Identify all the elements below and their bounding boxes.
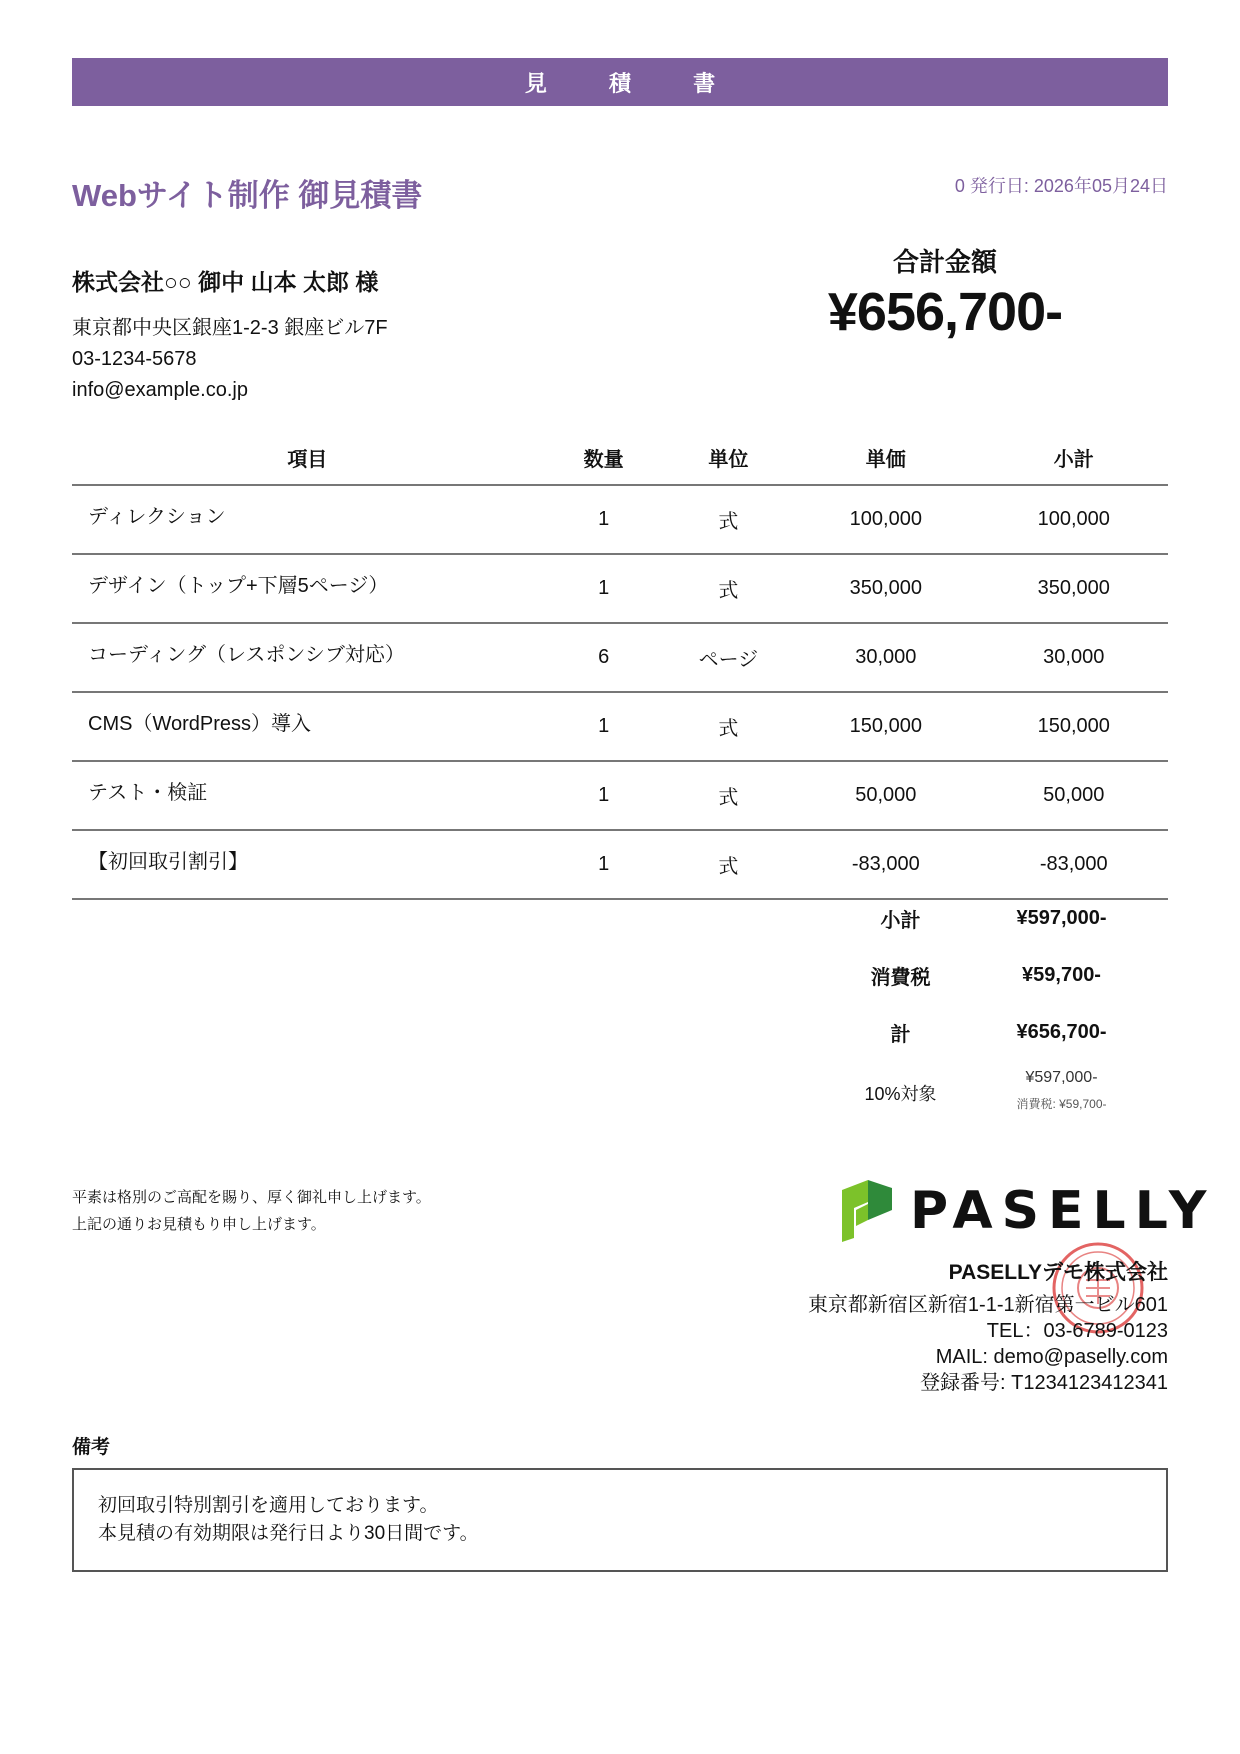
document-type-title: 見 積 書 <box>524 70 744 96</box>
summary-tax-row <box>827 947 1167 1004</box>
table-row <box>72 761 1168 830</box>
issue-date: 0 発行日: 2026年05月24日 <box>954 176 1168 196</box>
row-unit-price: 50,000 <box>792 761 979 830</box>
row-quantity: 1 <box>543 485 665 554</box>
header-subtotal: 小計 <box>979 430 1168 485</box>
row-subtotal: 100,000 <box>979 485 1168 554</box>
row-subtotal: 50,000 <box>979 761 1168 830</box>
summary-total-label: 計 <box>890 1024 911 1046</box>
summary-subtotal-row <box>827 890 1167 947</box>
tax-rate-base: ¥597,000- <box>1025 1069 1098 1086</box>
client-name: 株式会社○○ 御中 山本 太郎 様 <box>72 269 379 295</box>
greeting-line: 平素は格別のご高配を賜り、厚く御礼申し上げます。 <box>72 1189 431 1206</box>
estimate-title: Webサイト制作 御見積書 <box>72 178 423 213</box>
row-subtotal: 350,000 <box>979 554 1168 623</box>
row-unit-price: 350,000 <box>792 554 979 623</box>
tax-rate-values <box>974 1069 1149 1112</box>
client-email: info@example.co.jp <box>72 379 248 401</box>
total-amount: ¥656,700- <box>827 282 1063 342</box>
row-unit-price: 30,000 <box>792 623 979 692</box>
line-items-table <box>72 430 1168 900</box>
row-unit: 式 <box>665 485 792 554</box>
row-item: 【初回取引割引】 <box>72 830 543 899</box>
issuer-registration: 登録番号: T1234123412341 <box>920 1372 1168 1394</box>
client-block <box>72 264 388 406</box>
summary-total-row <box>827 1004 1167 1061</box>
issuer-mail: MAIL: demo@paselly.com <box>935 1346 1168 1368</box>
row-subtotal: 150,000 <box>979 692 1168 761</box>
row-quantity: 1 <box>543 692 665 761</box>
notes-box <box>72 1468 1168 1572</box>
total-label: 合計金額 <box>892 247 997 277</box>
table-row <box>72 623 1168 692</box>
table-row <box>72 692 1168 761</box>
header-unit: 単位 <box>665 430 792 485</box>
tax-rate-row <box>827 1069 1167 1112</box>
tax-rate-amount: 消費税: ¥59,700- <box>1016 1097 1107 1111</box>
table-header-row <box>72 430 1168 485</box>
row-item: ディレクション <box>72 485 543 554</box>
row-quantity: 6 <box>543 623 665 692</box>
row-item: テスト・検証 <box>72 761 543 830</box>
summary-tax-value: ¥59,700- <box>1022 964 1101 986</box>
tax-rate-label: 10%対象 <box>864 1084 937 1104</box>
client-address: 東京都中央区銀座1-2-3 銀座ビル7F <box>72 317 388 339</box>
row-unit: ページ <box>665 623 792 692</box>
row-quantity: 1 <box>543 554 665 623</box>
summary-total-value: ¥656,700- <box>1016 1021 1107 1043</box>
paselly-logo-icon <box>838 1180 896 1242</box>
row-unit-price: 150,000 <box>792 692 979 761</box>
row-item: CMS（WordPress）導入 <box>72 692 543 761</box>
issuer-company-name: PASELLYデモ株式会社 <box>948 1261 1168 1284</box>
issuer-address: 東京都新宿区新宿1-1-1新宿第一ビル601 <box>807 1294 1168 1316</box>
greeting-line: 上記の通りお見積もり申し上げます。 <box>72 1216 326 1233</box>
row-quantity: 1 <box>543 761 665 830</box>
logo-wordmark: PASELLY <box>910 1181 1216 1241</box>
issuer-tel: TEL：03-6789-0123 <box>986 1320 1168 1342</box>
client-phone: 03-1234-5678 <box>72 348 197 370</box>
row-item: デザイン（トップ+下層5ページ） <box>72 554 543 623</box>
table-row <box>72 830 1168 899</box>
summary-tax-label: 消費税 <box>870 967 931 989</box>
table-row <box>72 485 1168 554</box>
notes-line: 初回取引特別割引を適用しております。 <box>98 1495 439 1516</box>
row-unit: 式 <box>665 692 792 761</box>
header-unit-price: 単価 <box>792 430 979 485</box>
header-item: 項目 <box>72 430 543 485</box>
row-unit-price: -83,000 <box>792 830 979 899</box>
table-row <box>72 554 1168 623</box>
summary-block <box>827 890 1167 1112</box>
notes-line: 本見積の有効期限は発行日より30日間です。 <box>98 1523 479 1544</box>
row-unit: 式 <box>665 830 792 899</box>
summary-subtotal-value: ¥597,000- <box>1016 907 1107 929</box>
notes-title: 備考 <box>72 1437 111 1458</box>
greeting-text <box>72 1184 431 1238</box>
row-unit-price: 100,000 <box>792 485 979 554</box>
issuer-block <box>808 1260 1168 1396</box>
header-quantity: 数量 <box>543 430 665 485</box>
summary-subtotal-label: 小計 <box>880 910 921 932</box>
row-unit: 式 <box>665 761 792 830</box>
row-subtotal: -83,000 <box>979 830 1168 899</box>
company-logo <box>838 1180 1215 1242</box>
row-quantity: 1 <box>543 830 665 899</box>
document-header-bar <box>72 58 1168 106</box>
row-unit: 式 <box>665 554 792 623</box>
row-subtotal: 30,000 <box>979 623 1168 692</box>
row-item: コーディング（レスポンシブ対応） <box>72 623 543 692</box>
total-amount-box <box>790 242 1100 343</box>
